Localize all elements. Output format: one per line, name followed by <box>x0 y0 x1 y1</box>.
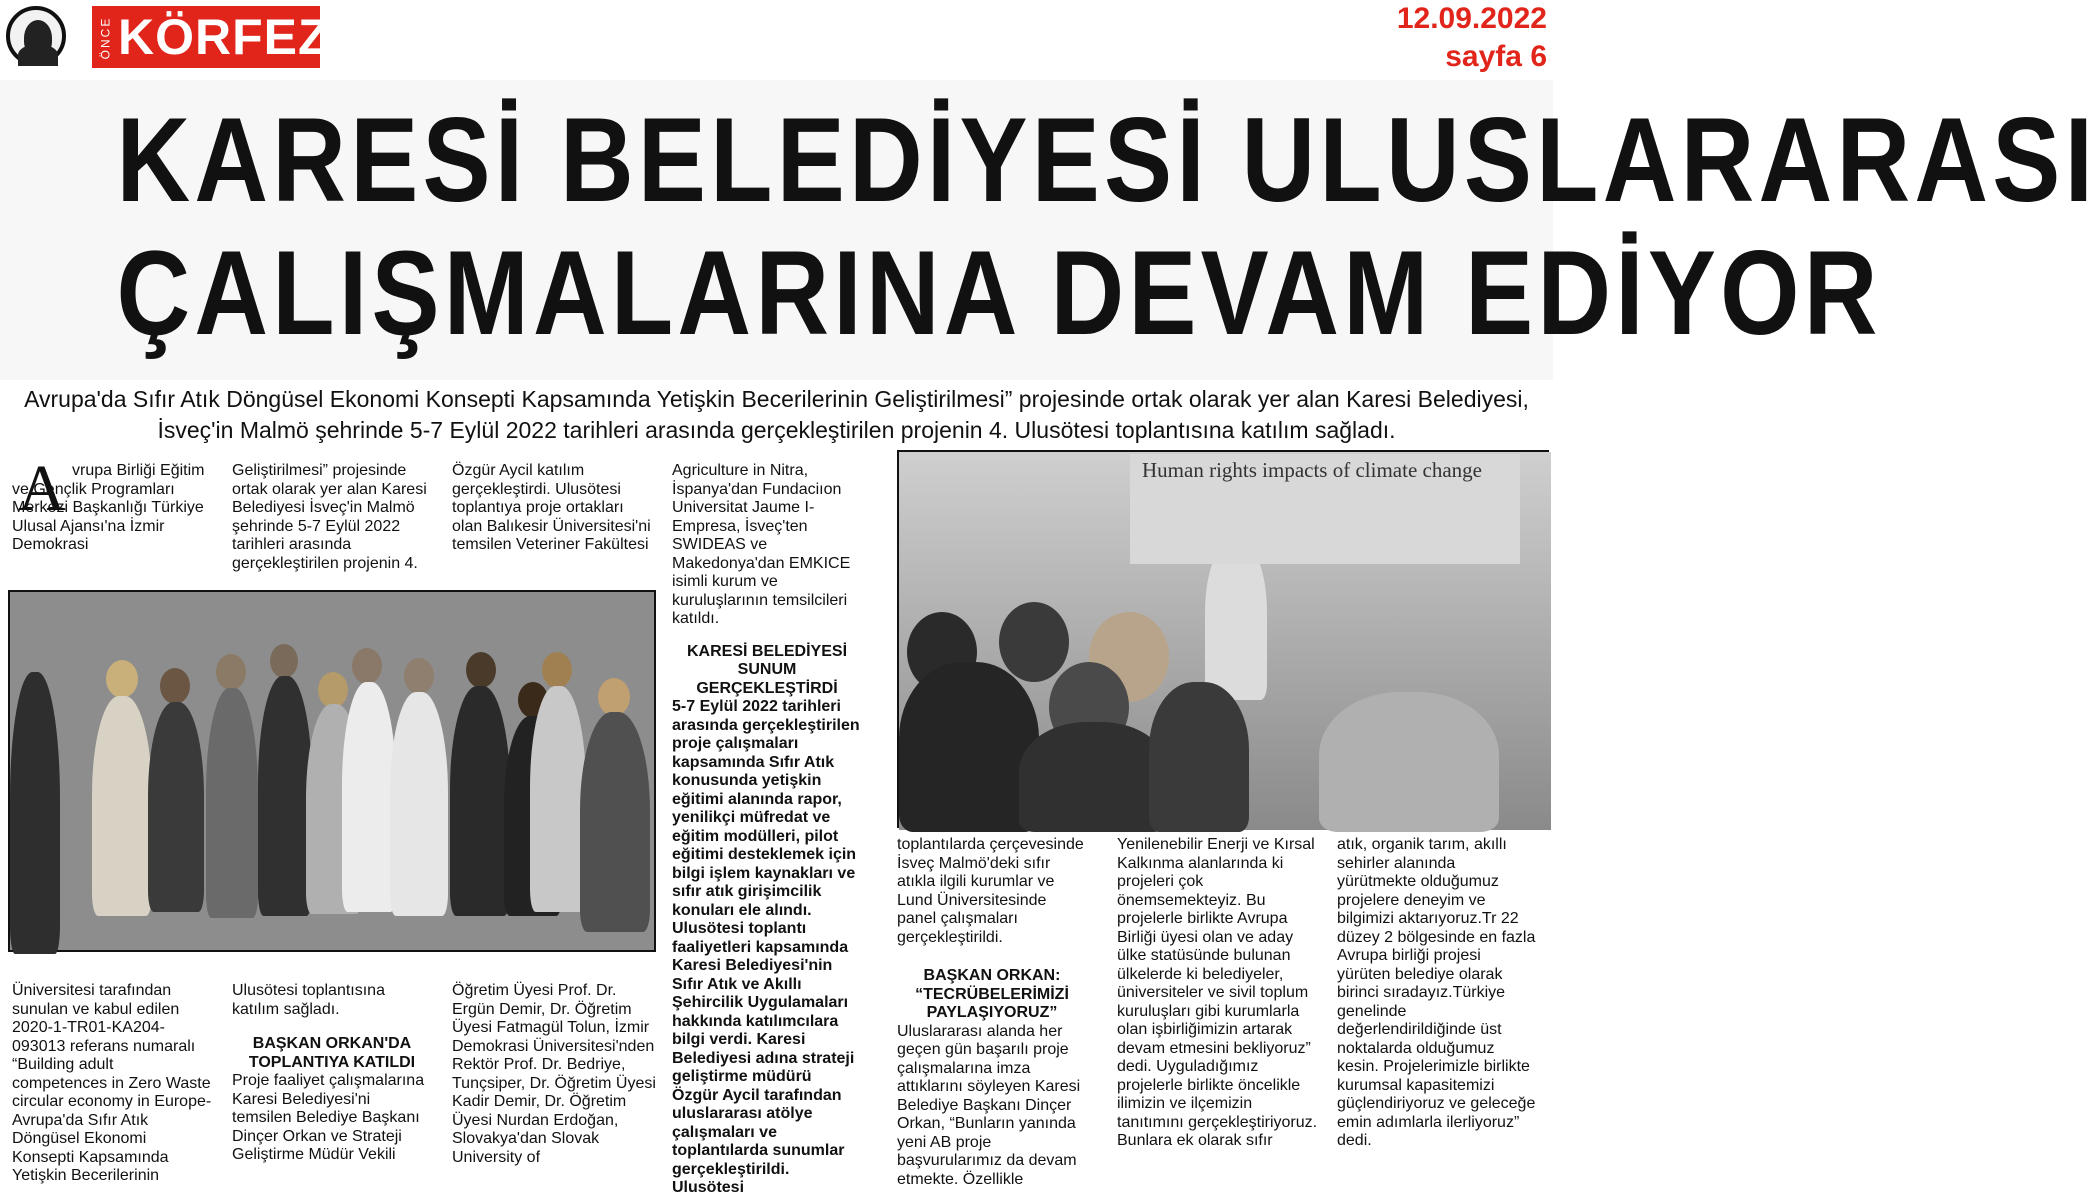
paragraph: Uluslararası alanda her geçen gün başarılı proje çalışmalarına imza attıklarını söyleyen Karesi Belediye Başkanı Dinçer Orkan, “Bunların yanında yeni AB proje başvurularımız da devam etmekte. Özellikle <box>897 1022 1081 1188</box>
paragraph: atık, organik tarım, akıllı sehirler alanında yürütmekte olduğumuz projelere deneyim ve bilgimizi aktarıyoruz.Tr 22 düzey 2 bölgesinde en fazla Avrupa birliği projesi yürüten belediye olarak birinci sıradayız.Türkiye genelinde değerlendirildiğinde üst noktalarda olduğumuz kesin. Projelerimizle birlikte kurumsal kapasitemizi güçlendiriyoruz ve geleceğe emin adımlarla ilerliyoruz” dedi. <box>1337 836 1536 1149</box>
presentation-screen: Human rights impacts of climate change <box>1130 454 1520 564</box>
article-column-5 <box>897 836 1087 1189</box>
group-photo <box>8 590 656 952</box>
subheading-toplanti: BAŞKAN ORKAN'DA TOPLANTIYA KATILDI <box>248 1035 416 1071</box>
paragraph: Geliştirilmesi” projesinde ortak olarak yer alan Karesi Belediyesi İsveç'in Malmö şehrinde 5-7 Eylül 2022 tarihleri arasında gerçekleştirilen projenin 4. <box>232 462 427 572</box>
article-column-3-bottom <box>452 982 657 1167</box>
paragraph: toplantılarda çerçevesinde İsveç Malmö'deki sıfır atıkla ilgili kurumlar ve Lund Üniversitesinde panel çalışmaları gerçekleştirildi. <box>897 836 1084 946</box>
article-column-6 <box>1117 836 1322 1151</box>
lead-paragraph: Avrupa'da Sıfır Atık Döngüsel Ekonomi Konsepti Kapsamında Yetişkin Becerilerinin Geliştirilmesi” projesinde ortak olarak yer alan Karesi Belediyesi, İsveç'in Malmö şehrinde 5-7 Eylül 2022 tarihleri arasında gerçekleştirilen projenin 4. Ulusötesi toplantısına katılım sağladı. <box>24 386 1529 443</box>
paragraph: Ulusötesi toplantısına katılım sağladı. <box>232 982 385 1018</box>
article-column-1-top <box>12 462 212 555</box>
article-column-7 <box>1337 836 1537 1151</box>
headline-line-2: ÇALIŞMALARINA DEVAM EDİYOR <box>116 226 1882 360</box>
paragraph: Öğretim Üyesi Prof. Dr. Ergün Demir, Dr. Öğretim Üyesi Fatmagül Tolun, İzmir Demokrasi Üniversitesi'nden Rektör Prof. Dr. Bedriye, Tunçsiper, Dr. Öğretim Üyesi Kadir Demir, Dr. Öğretim Üyesi Nurdan Erdoğan, Slovakya'dan Slovak University of <box>452 982 656 1166</box>
paragraph: Agriculture in Nitra, İspanya'dan Fundaciıon Universitat Jaume I-Empresa, İsveç'ten SWIDEAS ve Makedonya'dan EMKICE isimli kurum ve kuruluşlarının temsilcileri katıldı. <box>672 462 851 627</box>
logo-prefix: ÖNCE <box>98 16 113 60</box>
article-column-1-bottom <box>12 982 212 1186</box>
paragraph: Üniversitesi tarafından sunulan ve kabul edilen 2020-1-TR01-KA204-093013 referans numaralı “Building adult competences in Zero Waste circular economy in Europe-Avrupa'da Sıfır Atık Döngüsel Ekonomi Konsepti Kapsamında Yetişkin Becerilerinin <box>12 982 212 1184</box>
headline-line-1: KARESİ BELEDİYESİ ULUSLARARASI <box>116 93 2097 227</box>
logo-emblem <box>6 6 66 66</box>
article-column-2-top <box>232 462 432 573</box>
paragraph: 5-7 Eylül 2022 tarihleri arasında gerçekleştirilen proje çalışmaları kapsamında Sıfır Atık konusunda yetişkin eğitimi alanında rapor, yenilikçi müfredat ve eğitim modülleri, pilot eğitimi desteklemek için bilgi işlem kaynakları ve sıfır atık girişimcilik konuları ele alındı. Ulusötesi toplantı faaliyetleri kapsamında Karesi Belediyesi'nin Sıfır Atık ve Akıllı Şehircilik Uygulamaları hakkında katılımcılara bilgi verdi. Karesi Belediyesi adına strateji geliştirme müdürü Özgür Aycil tarafından uluslararası atölye çalışmaları ve toplantılarda sunumlar gerçekleştirildi. Ulusötesi <box>672 698 860 1196</box>
paragraph: Proje faaliyet çalışmalarına Karesi Belediyesi'ni temsilen Belediye Başkanı Dinçer Orkan ve Strateji Geliştirme Müdür Vekili <box>232 1072 425 1163</box>
paragraph: Özgür Aycil katılım gerçekleştirdi. Ulusötesi toplantıya proje ortakları olan Balıkesir Üniversitesi'ni temsilen Veteriner Fakültesi <box>452 462 651 553</box>
article-column-4 <box>672 462 862 1198</box>
logo-name: KÖRFEZ <box>118 9 330 65</box>
subheading-sunum: KARESİ BELEDİYESİ SUNUM GERÇEKLEŞTİRDİ <box>686 642 848 697</box>
paragraph: vrupa Birliği Eğitim ve Gençlik Programları Merkezi Başkanlığı Türkiye Ulusal Ajansı'na İzmir Demokrasi <box>12 462 205 553</box>
page-number: sayfa 6 <box>1445 40 1547 73</box>
subheading-tecrube: BAŞKAN ORKAN: “TECRÜBELERİMİZİ PAYLAŞIYORUZ” <box>915 967 1069 1021</box>
article-column-3-top <box>452 462 657 555</box>
article-column-2-bottom <box>232 982 432 1165</box>
paragraph: Yenilenebilir Enerji ve Kırsal Kalkınma alanlarında ki projeleri çok önemsemekteyiz. Bu projelerle birlikte Avrupa Birliği üyesi olan ve aday ülke statüsünde bulunan ülkelerde ki belediyeler, üniversiteler ve sivil toplum kuruluşları gibi kurumlarla olan işbirliğimizin artarak devam etmesini bekliyoruz” dedi. Uyguladığımız projelerle birlikte öncelikle ilimizin ve ilçemizin tanıtımını gerçekleştiriyoruz. Bunlara ek olarak sıfır <box>1117 836 1318 1149</box>
publication-date: 12.09.2022 <box>1396 2 1547 35</box>
drop-cap: A <box>18 452 66 525</box>
